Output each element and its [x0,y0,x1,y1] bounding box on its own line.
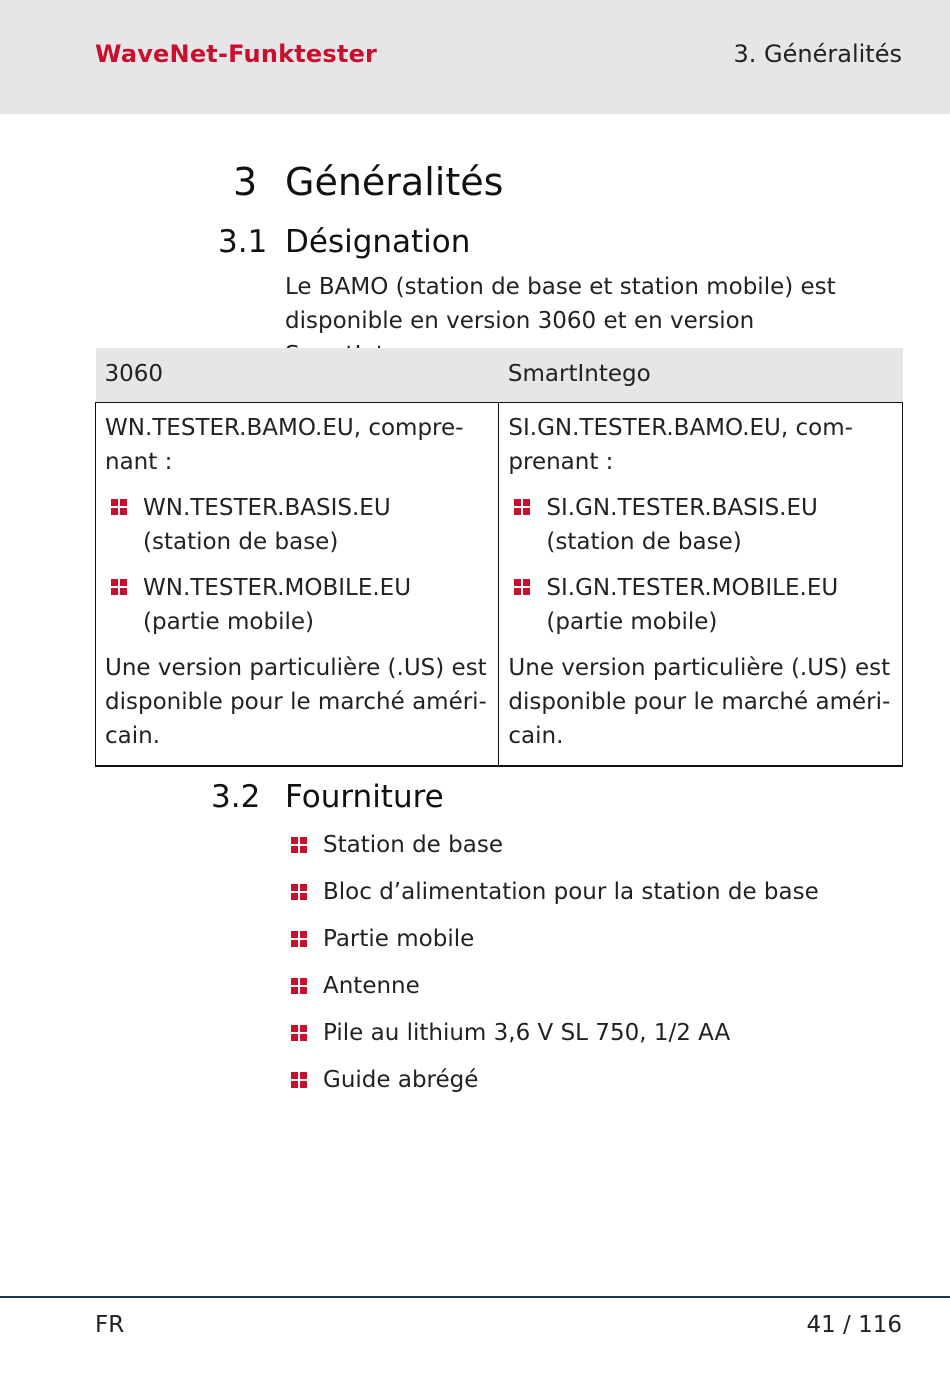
section-number: 3.1 [218,224,268,260]
list-item [285,1063,819,1110]
item-code: SI.GN.TESTER.MOBILE.EU [546,574,839,601]
table-header-row [96,348,903,402]
section-title: Désignation [285,224,471,260]
chapter-number: 3 [233,160,258,204]
supply-item-label: Bloc d’alimentation pour la station de base [323,879,819,905]
chapter-title: Généralités [285,160,504,204]
item-desc: (partie mobile) [546,608,718,635]
supply-item-label: Antenne [323,973,420,999]
cell-intro: WN.TESTER.BAMO.EU, compre- nant : [105,414,464,475]
table-row [96,402,903,766]
list-item [285,1016,819,1063]
list-item [285,922,819,969]
component-list [508,491,893,639]
product-title: WaveNet-Funktester [95,40,378,68]
supply-item-label: Pile au lithium 3,6 V SL 750, 1/2 AA [323,1020,731,1046]
bullet-icon [111,579,127,595]
component-list [105,491,489,639]
bullet-icon [514,579,530,595]
footer-divider [0,1296,950,1298]
bullet-icon [291,837,307,853]
version-table [95,348,903,767]
bullet-icon [291,1025,307,1041]
cell-note: Une version particulière (.US) est disponible pour le marché améri- cain. [508,654,891,749]
bullet-icon [291,1072,307,1088]
page-number: 41 / 116 [806,1312,902,1338]
list-item [508,571,893,639]
cell-note: Une version particulière (.US) est disponible pour le marché améri- cain. [105,654,487,749]
page-header [0,0,950,114]
item-desc: (partie mobile) [143,608,314,635]
footer-language: FR [95,1312,125,1338]
cell-intro: SI.GN.TESTER.BAMO.EU, com- prenant : [508,414,853,475]
section-number: 3.2 [211,779,261,815]
list-item [508,491,893,559]
intro-line: Le BAMO (station de base et station mobile) est [285,274,836,300]
item-desc: (station de base) [546,528,742,555]
list-item [285,828,819,875]
table-cell-smartintego [499,402,903,766]
item-desc: (station de base) [143,528,339,555]
supply-item-label: Guide abrégé [323,1067,479,1093]
list-item [285,875,819,922]
bullet-icon [514,499,530,515]
column-header-3060: 3060 [96,348,499,402]
list-item [105,571,489,639]
column-header-smartintego: SmartIntego [499,348,903,402]
supply-item-label: Station de base [323,832,503,858]
running-section-title: 3. Généralités [733,40,902,68]
table-cell-3060 [96,402,499,766]
bullet-icon [111,499,127,515]
bullet-icon [291,931,307,947]
bullet-icon [291,884,307,900]
bullet-icon [291,978,307,994]
item-code: SI.GN.TESTER.BASIS.EU [546,494,818,521]
list-item [105,491,489,559]
intro-line: disponible en version 3060 et en version [285,308,755,334]
item-code: WN.TESTER.MOBILE.EU [143,574,412,601]
supply-item-label: Partie mobile [323,926,475,952]
supply-list [285,828,819,1110]
section-title: Fourniture [285,779,444,815]
item-code: WN.TESTER.BASIS.EU [143,494,391,521]
list-item [285,969,819,1016]
